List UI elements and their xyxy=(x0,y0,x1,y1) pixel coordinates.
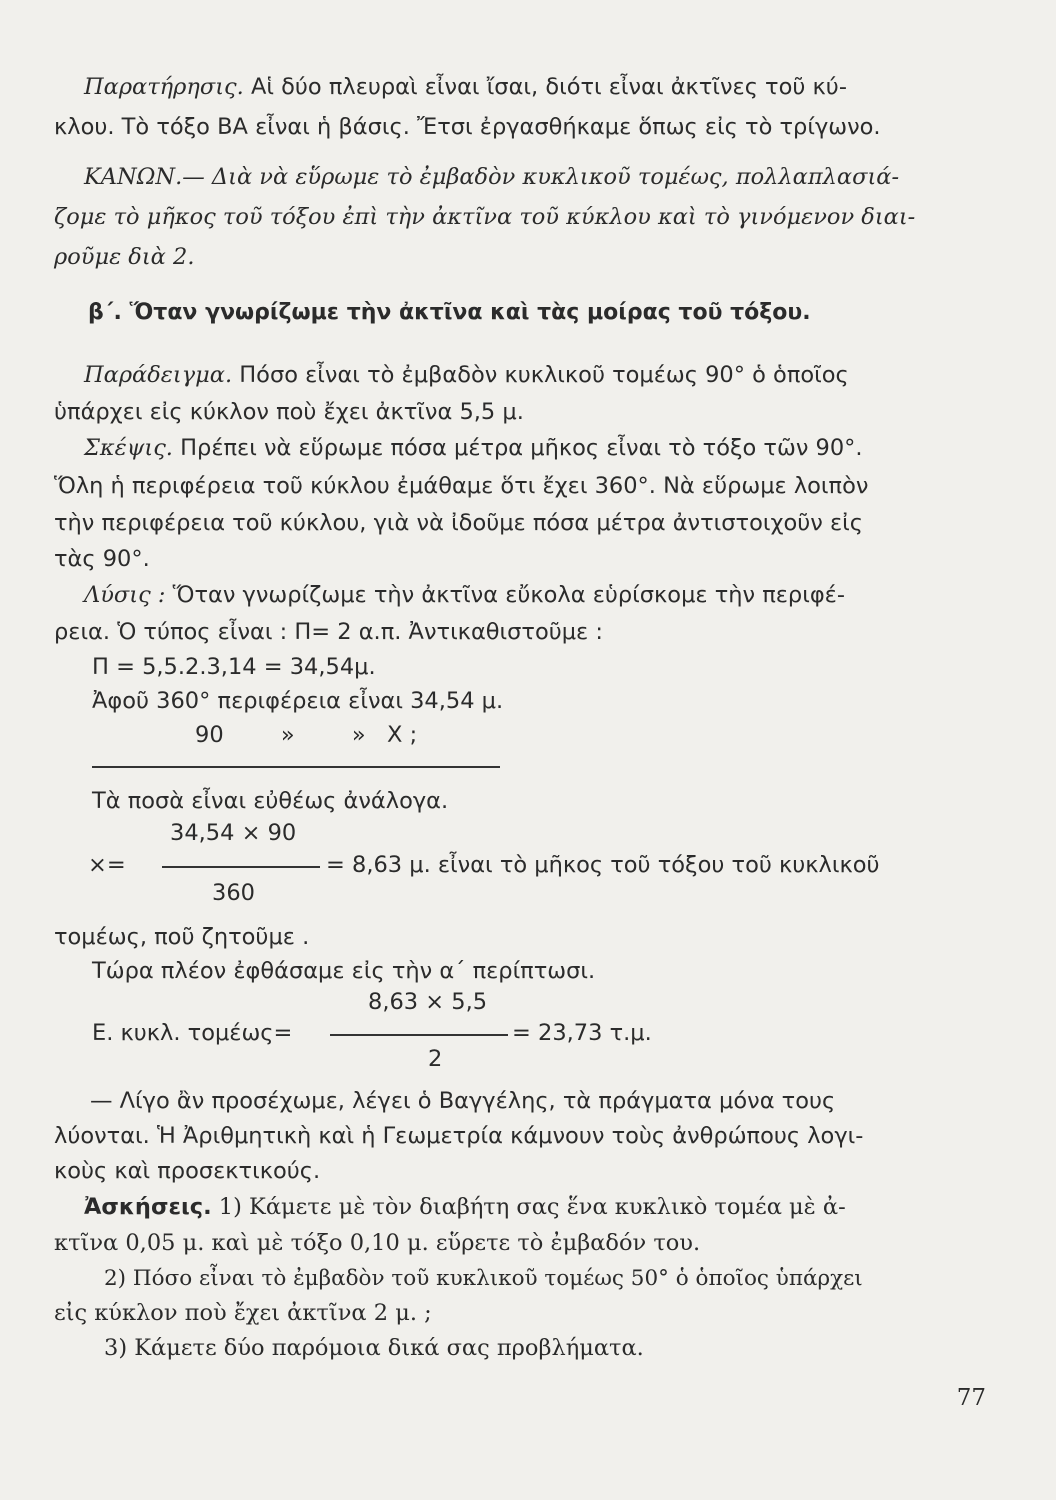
solution-line-4: Ἀφοῦ 360° περιφέρεια εἶναι 34,54 μ. xyxy=(92,688,504,714)
rule-line-1: ΚΑΝΩΝ.— Διὰ νὰ εὕρωμε τὸ ἐμβαδὸν κυκλικοῦ τομέως, πολλαπλασιά- xyxy=(84,164,900,190)
fraction1-bar xyxy=(162,866,320,868)
think-line-2: Ὅλη ἡ περιφέρεια τοῦ κύκλου ἐμάθαμε ὅτι ἔχει 360°. Νὰ εὕρωμε λοιπὸν xyxy=(54,473,869,499)
think-label: Σκέψις. xyxy=(84,435,173,461)
fraction1-denominator: 360 xyxy=(212,880,255,906)
observation-line-2: κλου. Τὸ τόξο ΒΑ εἶναι ἡ βάσις. Ἔτσι ἐργασθήκαμε ὅπως εἰς τὸ τρίγωνο. xyxy=(54,114,881,140)
solution-label: Λύσις : xyxy=(84,582,166,608)
exercises-label: Ἀσκήσεις. xyxy=(84,1194,212,1220)
observation-line-1: Παρατήρησις. Αἱ δύο πλευραὶ εἶναι ἴσαι, διότι εἶναι ἀκτῖνες τοῦ κύ- xyxy=(84,74,847,100)
exercise2-line-1: 2) Πόσο εἶναι τὸ ἐμβαδὸν τοῦ κυκλικοῦ τομέως 50° ὁ ὁποῖος ὑπάρχει xyxy=(104,1266,863,1291)
observation-label: Παρατήρησις. xyxy=(84,74,244,100)
rule-line-2: ζομε τὸ μῆκος τοῦ τόξου ἐπὶ τὴν ἀκτῖνα τοῦ κύκλου καὶ τὸ γινόμενον διαι- xyxy=(54,204,916,230)
section-heading: β΄. Ὅταν γνωρίζωμε τὴν ἀκτῖνα καὶ τὰς μοίρας τοῦ τόξου. xyxy=(88,300,811,325)
proportion-line: Τὰ ποσὰ εἶναι εὐθέως ἀνάλογα. xyxy=(92,788,449,814)
now-line: Τώρα πλέον ἐφθάσαμε εἰς τὴν α΄ περίπτωσι. xyxy=(92,958,596,984)
exercise1-line-2: κτῖνα 0,05 μ. καὶ μὲ τόξο 0,10 μ. εὕρετε τὸ ἐμβαδόν του. xyxy=(54,1230,701,1256)
fraction1-right: = 8,63 μ. εἶναι τὸ μῆκος τοῦ τόξου τοῦ κυκλικοῦ xyxy=(326,852,880,878)
fraction2-bar xyxy=(330,1034,508,1036)
page-number: 77 xyxy=(956,1385,986,1411)
think-line-4: τὰς 90°. xyxy=(54,546,150,572)
rule-line-3: ροῦμε διὰ 2. xyxy=(54,244,195,270)
solution-line-1: Λύσις : Ὅταν γνωρίζωμε τὴν ἀκτῖνα εὔκολα εὑρίσκομε τὴν περιφέ- xyxy=(84,582,845,608)
quote-line-3: κοὺς καὶ προσεκτικούς. xyxy=(54,1158,321,1184)
quote-line-2: λύονται. Ἡ Ἀριθμητικὴ καὶ ἡ Γεωμετρία κάμνουν τοὺς ἀνθρώπους λογι- xyxy=(54,1123,864,1149)
exercise3-line-1: 3) Κάμετε δύο παρόμοια δικά σας προβλήματα. xyxy=(104,1335,644,1361)
example-line-2: ὑπάρχει εἰς κύκλον ποὺ ἔχει ἀκτῖνα 5,5 μ. xyxy=(54,399,524,425)
fraction2-right: = 23,73 τ.μ. xyxy=(512,1020,652,1046)
think-line-3: τὴν περιφέρεια τοῦ κύκλου, γιὰ νὰ ἰδοῦμε πόσα μέτρα ἀντιστοιχοῦν εἰς xyxy=(54,510,863,536)
fraction2-denominator: 2 xyxy=(428,1046,443,1072)
fraction1-continuation: τομέως, ποῦ ζητοῦμε . xyxy=(54,924,310,950)
fraction2-numerator: 8,63 × 5,5 xyxy=(368,989,488,1015)
solution-line-5: 90 » » Χ ; xyxy=(195,722,418,748)
solution-line-3: Π = 5,5.2.3,14 = 34,54μ. xyxy=(92,654,376,680)
example-line-1: Παράδειγμα. Πόσο εἶναι τὸ ἐμβαδὸν κυκλικοῦ τομέως 90° ὁ ὁποῖος xyxy=(84,362,849,388)
quote-line-1: — Λίγο ἂν προσέχωμε, λέγει ὁ Βαγγέλης, τὰ πράγματα μόνα τους xyxy=(90,1088,836,1114)
exercise2-line-2: εἰς κύκλον ποὺ ἔχει ἀκτῖνα 2 μ. ; xyxy=(54,1300,432,1326)
example-label: Παράδειγμα. xyxy=(84,362,233,388)
think-line-1: Σκέψις. Πρέπει νὰ εὕρωμε πόσα μέτρα μῆκος εἶναι τὸ τόξο τῶν 90°. xyxy=(84,435,863,461)
fraction1-numerator: 34,54 × 90 xyxy=(170,820,297,846)
separator-rule xyxy=(92,766,500,768)
exercise1-line-1: Ἀσκήσεις. 1) Κάμετε μὲ τὸν διαβήτη σας ἕνα κυκλικὸ τομέα μὲ ἀ- xyxy=(84,1194,846,1220)
fraction1-left: ×= xyxy=(88,852,126,878)
solution-line-2: ρεια. Ὁ τύπος εἶναι : Π= 2 α.π. Ἀντικαθιστοῦμε : xyxy=(54,619,603,645)
fraction2-left: Ε. κυκλ. τομέως= xyxy=(92,1020,293,1046)
